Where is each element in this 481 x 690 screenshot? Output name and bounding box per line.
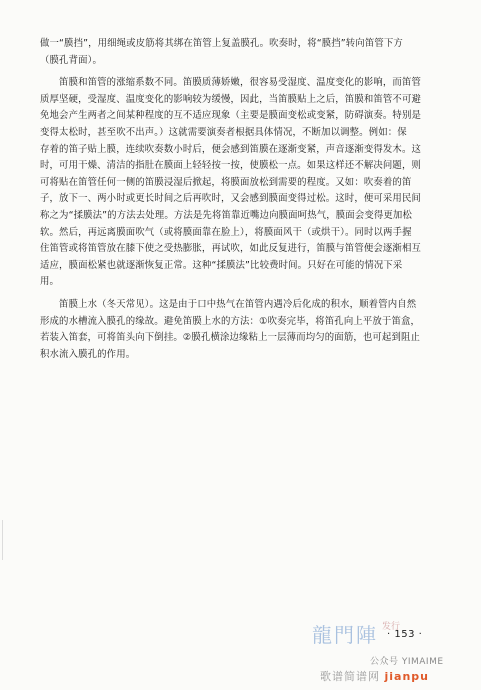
document-body: [40, 36, 458, 363]
scan-edge-mark: [2, 520, 3, 560]
text-line: 存着的笛子贴上膜，连续吹奏数小时后，便会感到笛膜在逐渐变紧，声音逐渐变得发木。这: [40, 143, 422, 155]
text-line: 软。然后，再远离膜面吹气（或将膜面靠在脸上），将膜面风干（或烘干）。同时以两手握: [40, 226, 412, 238]
text-line: 做一“膜挡”，用细绳或皮筋将其绑在笛管上复盖膜孔。吹奏时，将“膜挡”转向笛管下方: [40, 38, 403, 49]
text-line: 形成的水槽流入膜孔的缘故。避免笛膜上水的方法：①吹奏完毕，将笛孔向上平放于笛盒，: [40, 315, 421, 327]
text-line: 用。: [40, 276, 60, 288]
text-line: （膜孔背面）。: [40, 54, 102, 66]
text-line: 可将贴在笛管任何一侧的笛膜浸湿后掀起，将膜面放松到需要的程度。又如：吹奏着的笛: [40, 176, 412, 188]
watermark-logo-sub: 发行: [382, 622, 401, 632]
text-line: 笛膜上水（冬天常见）。这是由于口中热气在笛管内遇冷后化成的积水，顺着管内自然: [40, 298, 417, 310]
page-number: · 153 ·: [387, 629, 423, 640]
text-line: 时，可用干燥、清洁的指肚在膜面上轻轻按一按，使膜松一点。如果这样还不解决问题，则: [40, 160, 422, 172]
text-line: 若装入笛套，可将笛头向下倒挂。②膜孔横涂边缘粘上一层薄而均匀的面筋，也可起到阻止: [40, 332, 421, 344]
text-line: 住笛管或将笛管放在膝下使之受热膨胀，再试吹，如此反复进行，笛膜与笛管便会逐渐相互: [40, 243, 422, 255]
watermark-account: 公众号 YIMAIME: [370, 657, 444, 667]
text-line: 免地会产生两者之间某种程度的互不适应现象（主要是膜面变松或变紧，防碍演奏。特别是: [40, 110, 422, 122]
watermark-site-highlight: jianpu: [384, 670, 429, 683]
paragraph-expansion-coefficient: [40, 75, 458, 291]
text-line: 变得太松时，甚至吹不出声。）这就需要演奏者根据具体情况，不断加以调整。例如：保: [40, 126, 407, 138]
text-line: 适应，膜面松紧也就逐渐恢复正常。这种“揉膜法”比较费时间。只好在可能的情况下采: [40, 259, 403, 271]
text-line: 称之为“揉膜法”的方法去处理。方法是先将笛靠近嘴边向膜面呵热气，膜面会变得更加松: [40, 209, 412, 221]
watermark-site: [320, 668, 429, 684]
paragraph-water-on-membrane: [40, 297, 458, 363]
watermark-logo-text: 龍門陣: [312, 623, 378, 647]
paragraph-membrane-cover: [40, 36, 458, 69]
text-line: 子，放下一、两小时或更长时间之后再吹时，又会感到膜面变得过松。这时，便可采用民间: [40, 193, 422, 205]
text-line: 笛膜和笛管的涨缩系数不同。笛膜质薄娇嫩，很容易受湿度、温度变化的影响，而笛管: [40, 77, 422, 89]
watermark-site-prefix: 歌谱简谱网: [320, 670, 380, 683]
text-line: 积水流入膜孔的作用。: [40, 348, 136, 360]
text-line: 质厚坚硬，受湿度、温度变化的影响较为缓慢，因此，当笛膜贴上之后，笛膜和笛管不可避: [40, 93, 422, 105]
